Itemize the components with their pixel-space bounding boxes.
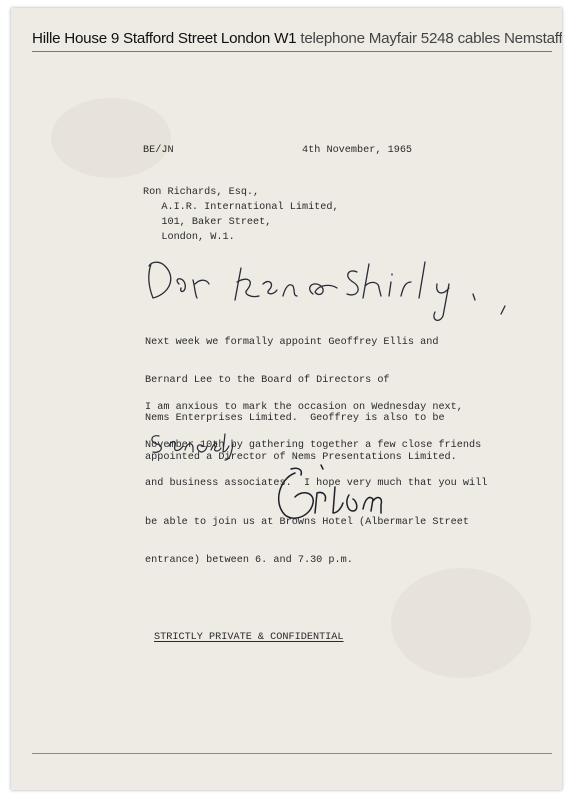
recipient-line: 101, Baker Street, (143, 217, 272, 228)
body-line: appointed a Director of Nems Presentations Limited. (145, 451, 457, 463)
recipient-address (143, 185, 339, 245)
handwritten-signature (273, 463, 393, 533)
letter-date: 4th November, 1965 (302, 145, 413, 156)
body-line: be able to join us at Browns Hotel (Albermarle Street (145, 516, 470, 528)
reference-code: BE/JN (143, 145, 174, 156)
letter-sheet (11, 8, 562, 790)
recipient-line: London, W.1. (143, 232, 235, 243)
body-line: November 10th by gathering together a few close friends (145, 439, 482, 451)
body-line: I am anxious to mark the occasion on Wednesday next, (145, 401, 463, 413)
body-line: entrance) between 6. and 7.30 p.m. (145, 555, 353, 567)
body-line: Next week we formally appoint Geoffrey Ellis and (145, 336, 439, 348)
letterhead-cables: cables Nemstaff (457, 30, 562, 47)
recipient-line: A.I.R. International Limited, (143, 202, 339, 213)
bottom-rule (32, 753, 552, 754)
body-line: and business associates. I hope very much that you will (145, 478, 488, 490)
paper-stain (51, 98, 171, 178)
body-line: Nems Enterprises Limited. Geoffrey is also to be (145, 413, 445, 425)
letterhead (32, 30, 562, 47)
handwritten-closing (149, 428, 239, 462)
confidential-notice: STRICTLY PRIVATE & CONFIDENTIAL (154, 632, 344, 643)
body-line: Bernard Lee to the Board of Directors of (145, 374, 390, 386)
recipient-line: Ron Richards, Esq., (143, 187, 260, 198)
letterhead-address: Hille House 9 Stafford Street London W1 (32, 30, 297, 47)
letterhead-rule (32, 51, 552, 52)
letterhead-telephone: telephone Mayfair 5248 (300, 30, 454, 47)
